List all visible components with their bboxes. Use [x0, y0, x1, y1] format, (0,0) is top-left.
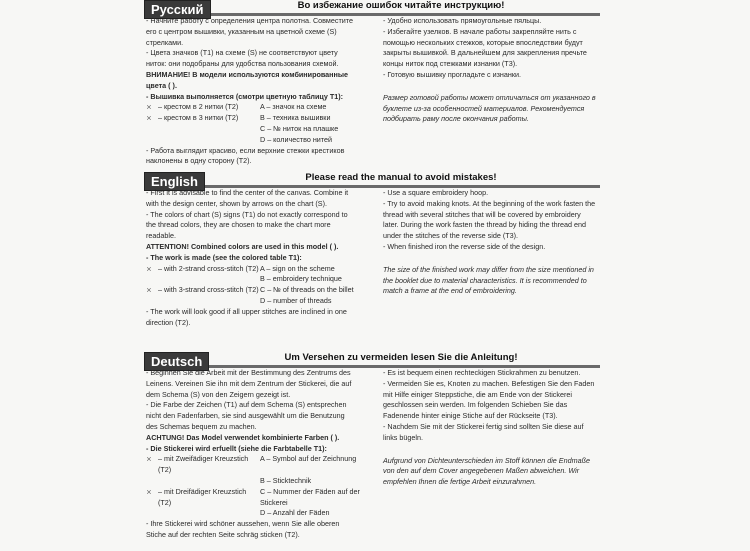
section-header [0, 172, 750, 190]
cross-icon: ⨯ [146, 486, 153, 496]
legend-item: C – № ниток на плашке [260, 123, 339, 133]
paragraph: - Try to avoid making knots. At the beginning of the work fasten the thread with several stitches that will be covered by embroidery later. During the work fasten the thread by hiding the thread end under the stitches of the reverse side (T3). [383, 198, 596, 241]
cross-icon: ⨯ [146, 113, 153, 123]
paragraph: - Die Farbe der Zeichen (T1) auf dem Schema (S) entsprechen nicht den Fadenfarben, sie sind ausgewählt um die Benutzung des Schemas bequem zu machen. [146, 400, 347, 431]
paragraph: - First it is advisable to find the center of the canvas. Combine it with the design center, shown by arrows on the chart (S). [146, 188, 349, 208]
section-russian [0, 0, 750, 166]
stitch-table [146, 454, 358, 519]
paragraph: - Цвета значков (T1) на схеме (S) не соответствуют цвету ниток: они подобраны для удобства пользования схемой. [146, 48, 339, 69]
work-made-label: - The work is made (see the colored table T1): [146, 252, 302, 262]
paragraph: - The work will look good if all upper stitches are inclined in one direction (T2). [146, 306, 347, 327]
section-title: Во избежание ошибок читайте инструкцию! [297, 0, 505, 11]
right-column [383, 16, 598, 125]
paragraph: - Use a square embroidery hoop. [383, 188, 489, 197]
stitch-type [158, 135, 260, 146]
stitch-type: – крестом в 3 нитки (T2) [158, 113, 239, 123]
section-header [0, 352, 750, 370]
stitch-type [158, 124, 260, 135]
language-tab: Русский [144, 0, 211, 19]
work-made-label: - Вышивка выполняется (смотри цветную таблицу T1): [146, 91, 344, 101]
paragraph: - Избегайте узелков. В начале работы закрепляйте нить с помощью нескольких стежков, которые впоследствии будут закрыты вышивкой. В дальнейшем для закрепления пречьте концы ниток под стежками изнанки (T3). [383, 26, 587, 69]
legend-item: D – количество нитей [260, 134, 333, 144]
section-title: Please read the manual to avoid mistakes! [305, 172, 497, 183]
paragraph: - The colors of chart (S) signs (T1) do not exactly correspond to the thread colors, they are chosen to make the chart more readable. [146, 209, 348, 241]
size-note: Размер готовой работы может отличаться от указанного в буклете из-за особенностей материалов. Рекомендуется подбирать раму после окончания работы. [383, 92, 596, 124]
paragraph: - Vermeiden Sie es, Knoten zu machen. Befestigen Sie den Faden mit Hilfe einiger Steppstiche, die am Ende von der Stickerei geschlossen sein werden. Im folgenden Schieben Sie das Fadenende hinter einige Stiche auf der Rückseite (T3). [383, 378, 595, 421]
legend-item: A – sign on the scheme [260, 263, 335, 273]
stitch-type [158, 296, 260, 307]
work-made-label: - Die Stickerei wird erfuellt (siehe die Farbtabelle T1): [146, 443, 327, 453]
attention-text: ACHTUNG! Das Model verwendet kombinierte Farben ( ). [146, 432, 340, 442]
stitch-type [158, 508, 260, 519]
section-title: Um Versehen zu vermeiden lesen Sie die Anleitung! [284, 352, 518, 363]
cross-icon: ⨯ [146, 285, 153, 295]
paragraph: - Ihre Stickerei wird schöner aussehen, wenn Sie alle oberen Stiche auf der rechten Seite schräg sticken (T2). [146, 519, 340, 539]
paragraph: - When finished iron the reverse side of the design. [383, 241, 546, 251]
stitch-type: – with 3-strand cross-stitch (T2) [158, 285, 259, 295]
stitch-type: – крестом в 2 нитки (T2) [158, 102, 239, 112]
cross-icon [146, 135, 158, 146]
right-column [383, 188, 598, 297]
stitch-type [158, 476, 260, 487]
left-column [146, 188, 358, 328]
paragraph: - Удобно использовать прямоугольные пяльцы. [383, 16, 542, 25]
stitch-type: – with 2-strand cross-stitch (T2) [158, 263, 259, 273]
attention-text: ATTENTION! Combined colors are used in this model ( ). [146, 241, 339, 251]
legend-item: B – Sticktechnik [260, 475, 312, 485]
paragraph: - Готовую вышивку прогладьте с изнанки. [383, 69, 522, 79]
section-deutsch [0, 352, 750, 539]
stitch-type: – mit Zweifädiger Kreuzstich (T2) [158, 454, 249, 475]
size-note: The size of the finished work may differ from the size mentioned in the booklet due to material characteristics. It is recommended to match a frame at the end of embroidering. [383, 264, 594, 296]
stitch-type: – mit Dreifädiger Kreuzstich (T2) [158, 486, 247, 507]
cross-icon: ⨯ [146, 102, 153, 112]
stitch-table [146, 102, 358, 145]
legend-item: C – Nummer der Fäden auf der Stickerei [260, 486, 360, 507]
cross-icon [146, 274, 158, 285]
paragraph: - Работа выглядит красиво, если верхние стежки крестиков наклонены в одну сторону (T2). [146, 145, 345, 166]
stitch-table [146, 264, 358, 307]
paragraph: - Nachdem Sie mit der Stickerei fertig sind sollten Sie diese auf links bügeln. [383, 421, 584, 442]
size-note: Aufgrund von Dichteunterschieden im Stoff können die Endmaße von den auf dem Cover angegebenen Maßen abweichen. Wir empfehlen Ihnen die fertige Arbeit einzurahmen. [383, 455, 590, 487]
left-column [146, 368, 358, 541]
section-english [0, 172, 750, 327]
legend-item: B – техника вышивки [260, 113, 331, 123]
language-tab: English [144, 172, 205, 191]
paragraph: - Beginnen Sie die Arbeit mit der Bestimmung des Zentrums des Leinens. Vereinen Sie ihn mit dem Zentrum der Stickerei, die auf dem Schema (S) von den Zeigern gezeigt ist. [146, 368, 352, 399]
legend-item: D – number of threads [260, 295, 332, 305]
stitch-type [158, 274, 260, 285]
paragraph: - Es ist bequem einen rechteckigen Stickrahmen zu benutzen. [383, 368, 581, 377]
paragraph: - Начните работу с определения центра полотна. Совместите его с центром вышивки, указанным на цветной схеме (S) стрелками. [146, 16, 353, 47]
legend-item: A – Symbol auf der Zeichnung [260, 454, 357, 464]
cross-icon [146, 124, 158, 135]
cross-icon [146, 476, 158, 487]
section-header [0, 0, 750, 18]
legend-item: C – № of threads on the billet [260, 285, 354, 295]
cross-icon [146, 296, 158, 307]
legend-item: D – Anzahl der Fäden [260, 508, 330, 518]
attention-text: ВНИМАНИЕ! В модели используются комбинированные цвета ( ). [146, 69, 348, 90]
cross-icon: ⨯ [146, 454, 153, 464]
cross-icon [146, 508, 158, 519]
cross-icon: ⨯ [146, 263, 153, 273]
right-column [383, 368, 598, 488]
legend-item: B – embroidery technique [260, 274, 342, 284]
legend-item: A – значок на схеме [260, 102, 327, 112]
language-tab: Deutsch [144, 352, 209, 371]
left-column [146, 16, 358, 167]
